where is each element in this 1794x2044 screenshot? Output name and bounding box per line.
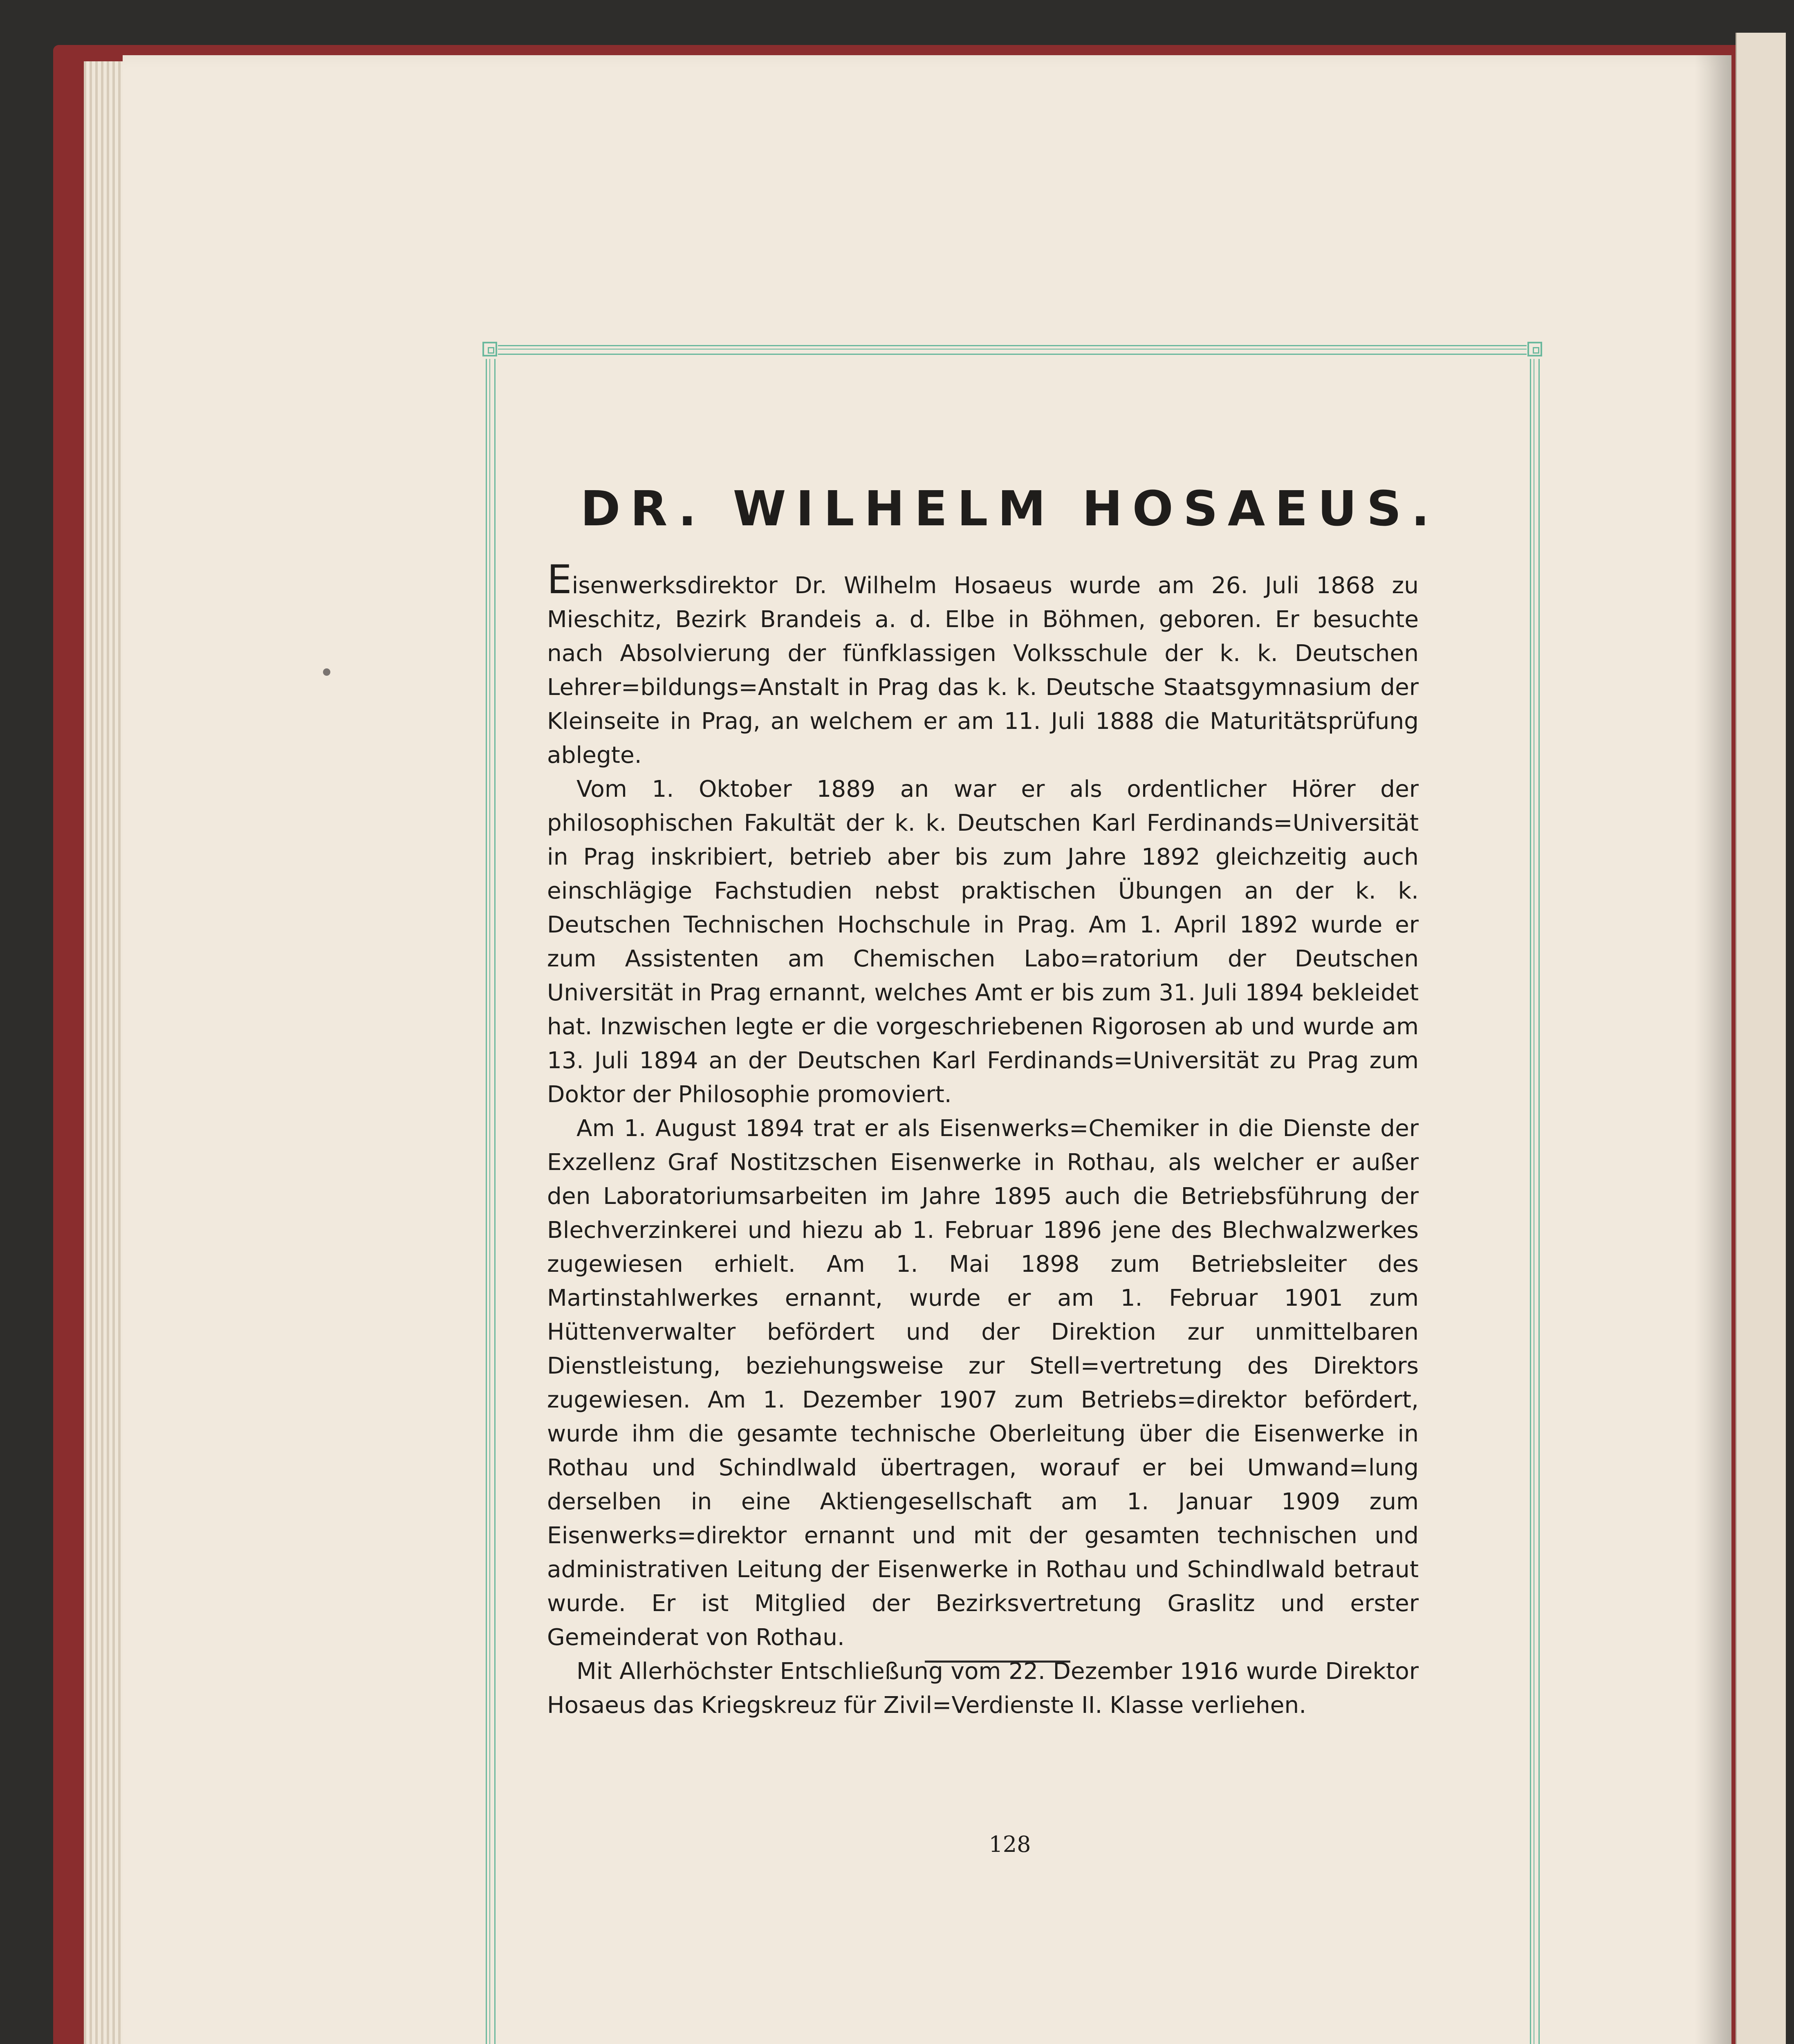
frame-corner-ornament <box>482 342 497 356</box>
paragraph: Mit Allerhöchster Entschließung vom 22. Dezember 1916 wurde Direktor Hosaeus das Kriegskreuz für Zivil=Verdienste II. Klasse verliehen. <box>547 1658 1419 1719</box>
closing-rule <box>925 1661 1070 1663</box>
frame-top-border <box>498 345 1527 355</box>
biography-text <box>547 557 1419 1722</box>
page-number: 128 <box>989 1831 1031 1857</box>
frame-left-border <box>486 359 496 2044</box>
frame-corner-ornament <box>1527 342 1542 356</box>
paragraph <box>547 557 1419 772</box>
paper-speck <box>323 668 330 676</box>
right-page-edge <box>1736 33 1786 2044</box>
drop-cap: E <box>547 557 572 603</box>
paragraph: Vom 1. Oktober 1889 an war er als ordentlicher Hörer der philosophischen Fakultät der k. k. Deutschen Karl Ferdinands=Universität in Prag inskribiert, betrieb aber bis zum Jahre 1892 gleichzeitig auch einschlägige Fachstudien nebst praktischen Übungen an der k. k. Deutschen Technischen Hochschule in Prag. Am 1. April 1892 wurde er zum Assistenten am Chemischen Labo=ratorium der Deutschen Universität in Prag ernannt, welches Amt er bis zum 31. Juli 1894 bekleidet hat. Inzwischen legte er die vorgeschriebenen Rigorosen ab und wurde am 13. Juli 1894 an der Deutschen Karl Ferdinands=Universität zu Prag zum Doktor der Philosophie promoviert. <box>547 776 1419 1108</box>
paragraph-text: isenwerksdirektor Dr. Wilhelm Hosaeus wurde am 26. Juli 1868 zu Mieschitz, Bezirk Brandeis a. d. Elbe in Böhmen, geboren. Er besuchte nach Absolvierung der fünfklassigen Volksschule der k. k. Deutschen Lehrer=bildungs=Anstalt in Prag das k. k. Deutsche Staatsgymnasium der Kleinseite in Prag, an welchem er am 11. Juli 1888 die Maturitätsprüfung ablegte. <box>547 572 1419 769</box>
page-title: DR. WILHELM HOSAEUS. <box>580 480 1440 537</box>
frame-right-border <box>1530 359 1540 2044</box>
paragraph: Am 1. August 1894 trat er als Eisenwerks=Chemiker in die Dienste der Exzellenz Graf Nostitzschen Eisenwerke in Rothau, als welcher er außer den Laboratoriumsarbeiten im Jahre 1895 auch die Betriebsführung der Blechverzinkerei und hiezu ab 1. Februar 1896 jene des Blechwalzwerkes zugewiesen erhielt. Am 1. Mai 1898 zum Betriebsleiter des Martinstahlwerkes ernannt, wurde er am 1. Februar 1901 zum Hüttenverwalter befördert und der Direktion zur unmittelbaren Dienstleistung, beziehungsweise zur Stell=vertretung des Direktors zugewiesen. Am 1. Dezember 1907 zum Betriebs=direktor befördert, wurde ihm die gesamte technische Oberleitung über die Eisenwerke in Rothau und Schindlwald übertragen, worauf er bei Umwand=lung derselben in eine Aktiengesellschaft am 1. Januar 1909 zum Eisenwerks=direktor ernannt und mit der gesamten technischen und administrativen Leitung der Eisenwerke in Rothau und Schindlwald betraut wurde. Er ist Mitglied der Bezirksvertretung Graslitz und erster Gemeinderat von Rothau. <box>547 1115 1419 1651</box>
spine-shadow <box>1695 55 1731 2044</box>
